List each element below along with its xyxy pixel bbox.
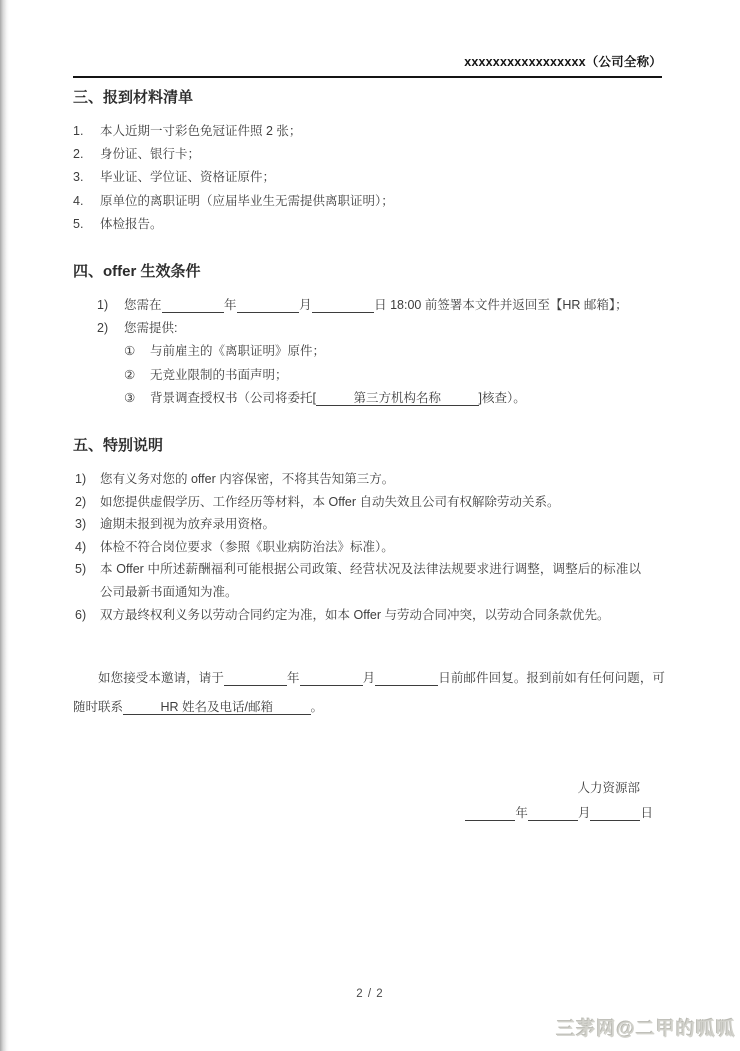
list-item-text: 双方最终权利义务以劳动合同约定为准，如本 Offer 与劳动合同冲突，以劳动合同条款优先。 [100, 607, 610, 622]
list-item-text: 逾期未报到视为放弃录用资格。 [100, 517, 276, 532]
list-item [73, 213, 663, 236]
section-offer-conditions [73, 262, 703, 410]
fill-in-blank: HR 姓名及电话/邮箱 [123, 699, 311, 714]
text-segment: 月 [299, 298, 312, 312]
list-item [73, 294, 703, 317]
fill-in-blank [300, 671, 363, 686]
header-company-name: xxxxxxxxxxxxxxxxx（公司全称） [464, 55, 662, 69]
fill-in-blank [465, 806, 515, 821]
text-segment: 日前邮件回复。报到前如有任何问题，可随时联系 [73, 671, 665, 714]
signature-date-line [465, 805, 653, 821]
fill-in-blank [375, 671, 438, 686]
text-segment: 如您接受本邀请，请于 [98, 671, 224, 685]
text-segment: 您需在 [124, 298, 162, 312]
list-item-text: 身份证、银行卡； [100, 147, 201, 162]
fill-in-blank [224, 671, 287, 686]
list-item-number: 3) [75, 517, 87, 532]
header-rule [73, 76, 662, 78]
list-subitem-text-with-blanks [150, 387, 703, 410]
fill-in-blank [528, 806, 578, 821]
text-segment: 日 [640, 806, 653, 820]
text-segment: 年 [515, 806, 528, 820]
list-item [73, 166, 663, 189]
list-item-text: 您有义务对您的 offer 内容保密，不将其告知第三方。 [100, 472, 395, 486]
list-item-number: 5. [73, 216, 84, 231]
list-subitem [73, 387, 703, 410]
fill-in-blank: 第三方机构名称 [315, 390, 479, 405]
fill-in-blank [237, 298, 300, 313]
text-segment: ]核查）。 [478, 390, 526, 405]
list-item-text [124, 317, 703, 340]
signature-block [465, 780, 653, 821]
list-item-text: 体检报告。 [100, 216, 163, 231]
text-segment: 月 [362, 671, 376, 685]
list-item-text: 原单位的离职证明（应届毕业生无需提供离职证明）； [100, 193, 394, 208]
signature-department: 人力资源部 [577, 781, 640, 795]
list-item-text: 本人近期一寸彩色免冠证件照 2 张； [100, 124, 302, 138]
section-offer-title: 四、offer 生效条件 [73, 263, 201, 280]
list-item-number: 4) [75, 539, 87, 554]
offer-conditions-list [73, 294, 703, 410]
page-number: 2 / 2 [356, 988, 384, 1000]
list-item-text: 本 Offer 中所述薪酬福利可能根据公司政策、经营状况及法律法规要求进行调整，调整后的标准以公司最新书面通知为准。 [100, 562, 641, 599]
text-segment: 年 [224, 298, 237, 312]
list-item-number: 4. [73, 193, 84, 208]
special-notes-list [73, 468, 641, 626]
section-materials-title: 三、报到材料清单 [73, 89, 194, 106]
list-subitem-number: ② [124, 367, 136, 382]
list-item-number: 1) [75, 472, 87, 486]
list-item-text: 体检不符合岗位要求（参照《职业病防治法》标准）。 [100, 539, 394, 554]
list-item [73, 143, 663, 166]
list-item-number: 2) [75, 494, 87, 509]
text-segment: 背景调查授权书（公司将委托[ [150, 390, 316, 405]
closing-paragraph-with-blanks [73, 664, 665, 721]
list-item-text-with-blanks [124, 294, 703, 317]
text-segment: 您需提供: [124, 321, 178, 336]
list-item [73, 190, 663, 213]
list-item-number: 2. [73, 147, 84, 162]
list-subitem-number: ① [124, 344, 136, 359]
list-subitem-text [150, 364, 703, 387]
materials-list [73, 120, 663, 236]
fill-in-blank [312, 298, 375, 313]
list-item-number: 2) [97, 321, 109, 336]
list-item [73, 317, 703, 340]
list-subitem-number: ③ [124, 390, 136, 405]
list-item [73, 468, 641, 491]
list-item-number: 5) [75, 562, 87, 577]
text-segment: 年 [287, 671, 300, 685]
list-item [73, 491, 641, 514]
list-item [73, 558, 641, 603]
section-materials-checklist [73, 88, 663, 236]
section-notes-title: 五、特别说明 [73, 437, 164, 454]
text-segment: 无竞业限制的书面声明； [150, 367, 288, 382]
list-item [73, 604, 641, 627]
list-item [73, 513, 641, 536]
page-left-edge [0, 0, 9, 1051]
list-item-number: 1) [97, 298, 109, 312]
text-segment: 与前雇主的《离职证明》原件； [150, 344, 326, 359]
list-item-number: 1. [73, 124, 84, 138]
text-segment: 月 [577, 806, 591, 820]
list-item-number: 3. [73, 170, 84, 185]
list-item-text: 如您提供虚假学历、工作经历等材料，本 Offer 自动失效且公司有权解除劳动关系。 [100, 494, 560, 509]
list-subitem [73, 340, 703, 363]
watermark-text: 三茅网@二甲的呱呱 [556, 1019, 736, 1040]
section-special-notes [73, 436, 641, 626]
list-item-text: 毕业证、学位证、资格证原件； [100, 170, 276, 185]
fill-in-blank [590, 806, 640, 821]
list-subitem [73, 364, 703, 387]
list-item [73, 120, 663, 143]
fill-in-blank [162, 298, 225, 313]
list-item [73, 536, 641, 559]
text-segment: 日 18:00 前签署本文件并返回至【HR 邮箱】； [374, 298, 628, 312]
text-segment: 。 [310, 699, 324, 714]
list-item-number: 6) [75, 607, 87, 622]
list-subitem-text [150, 340, 703, 363]
